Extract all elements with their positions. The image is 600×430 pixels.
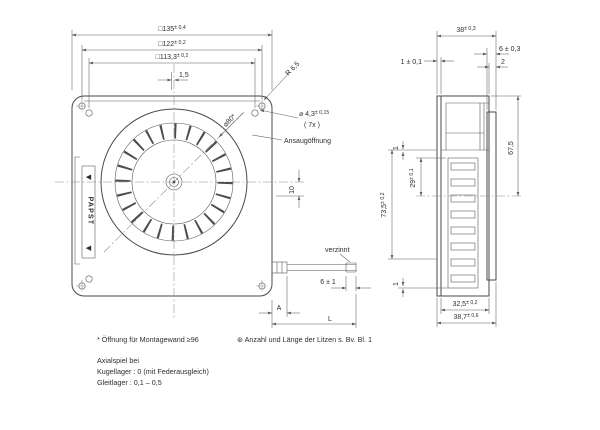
hub-center: [173, 181, 176, 184]
dim-1-bottom: [393, 278, 448, 297]
wire-grommet: [272, 262, 287, 273]
note-mounting-opening: * Öffnung für Montagewand ≥96: [97, 335, 199, 344]
dim-113: [89, 53, 255, 108]
svg-text:□135± 0,4: [158, 25, 186, 33]
side-view: [416, 96, 522, 296]
dim-L: [272, 294, 356, 328]
dim-6-1-value: 6 ± 1: [320, 279, 336, 286]
dim-73-5-value: 73,5: [381, 203, 388, 218]
dim-135-tol: ± 0,4: [174, 24, 186, 31]
dim-32-5-tol: ± 0,2: [466, 299, 478, 306]
hole-top-right: [252, 100, 268, 116]
hole-bottom-left: [76, 276, 92, 292]
svg-text:□113,3± 0,2: [156, 53, 189, 61]
dim-32-5: [441, 298, 489, 314]
side-motor-detail: [441, 103, 489, 150]
svg-text:38± 0,3: [456, 26, 475, 34]
wire-lines: [287, 263, 356, 272]
dim-1-bottom-value: 1: [393, 282, 400, 286]
dim-6-0-3-value: 6 ± 0,3: [499, 46, 521, 53]
svg-text:29± 0,1: [409, 168, 417, 187]
dim-1-top: [393, 141, 403, 160]
front-dimensions: [72, 25, 371, 328]
hole-count: ( 7x ): [304, 122, 320, 129]
side-impeller: [448, 158, 478, 288]
dim-1-5: [158, 72, 189, 90]
papst-logo: [75, 157, 95, 264]
dim-10: [276, 170, 304, 208]
front-view: [55, 64, 356, 318]
side-dimensions: [380, 26, 521, 327]
dim-113-tol: ± 0,2: [176, 52, 189, 59]
dim-38-tol: ± 0,3: [464, 25, 476, 32]
hole-dia-value: ⌀ 4,3: [299, 111, 315, 118]
dim-1-5-value: 1,5: [179, 72, 189, 79]
hole-dia-tol: ± 0,15: [314, 109, 330, 116]
note-litzen: ⊛ Anzahl und Länge der Litzen s. Bv. Bl. 1: [237, 335, 372, 344]
dim-29: [409, 158, 446, 196]
dim-73-5-tol: ± 0,2: [379, 192, 386, 204]
dim-L-label: L: [328, 316, 332, 323]
hole-bottom-right: [256, 280, 268, 292]
dim-1-0-1-value: 1 ± 0,1: [400, 59, 422, 66]
tinned-label: verzinnt: [325, 247, 350, 254]
mounting-holes: [76, 100, 268, 292]
dim-38-value: 38: [456, 27, 465, 34]
note-sleeve-bearing: Gleitlager : 0,1 – 0,5: [97, 378, 162, 387]
dim-2: [477, 59, 508, 94]
dim-6-1: [320, 276, 371, 291]
note-ball-bearing: Kugellager : 0 (mit Federausgleich): [97, 367, 209, 376]
dim-122-value: □122: [158, 41, 175, 48]
dim-1-0-1: [401, 57, 454, 94]
airflow-arrow-icon: ◀: [85, 245, 92, 252]
airflow-arrow-icon: ◀: [85, 174, 92, 181]
dim-2-value: 2: [501, 59, 505, 66]
dim-A-label: A: [276, 305, 282, 312]
dim-38-7-tol: ± 0,6: [467, 312, 479, 319]
svg-text:32,5± 0,2: [452, 300, 477, 308]
svg-text:□122± 0,2: [158, 40, 186, 48]
svg-text:73,5± 0,2: [380, 192, 388, 217]
dim-10-value: 10: [289, 186, 296, 194]
dim-29-tol: ± 0,1: [408, 168, 415, 180]
dim-73-5: [380, 150, 437, 259]
flange-bracket: [75, 157, 80, 264]
dim-hole-dia: [260, 110, 329, 129]
dim-122: [82, 40, 262, 100]
note-axial-play-title: Axialspiel bei: [97, 356, 139, 365]
intake-dia-value: ⌀80*: [222, 113, 238, 129]
dim-6-0-3: [474, 46, 520, 110]
svg-text:⌀ 4,3± 0,15: [299, 110, 329, 118]
corner-radius-value: R 6,5: [284, 60, 302, 78]
notes: [97, 335, 372, 387]
dim-corner-radius: [264, 60, 301, 100]
dim-122-tol: ± 0,2: [174, 39, 186, 46]
dim-1-top-value: 1: [393, 146, 400, 150]
dim-verzinnt: [325, 247, 350, 262]
svg-text:38,7± 0,6: [453, 313, 478, 321]
logo-text: PAPST: [86, 196, 94, 226]
dim-67-5-value: 67,5: [508, 141, 515, 155]
intake-label: Ansaugöffnung: [284, 138, 331, 145]
dim-29-value: 29: [410, 179, 417, 188]
dim-113-value: □113,3: [155, 54, 177, 61]
dim-A: [259, 276, 300, 328]
dim-32-5-value: 32,5: [452, 301, 467, 308]
hole-top-left: [76, 100, 92, 116]
dim-135-value: □135: [158, 26, 175, 33]
dim-38-7-value: 38,7: [453, 314, 468, 321]
lead-wire: [272, 262, 356, 273]
